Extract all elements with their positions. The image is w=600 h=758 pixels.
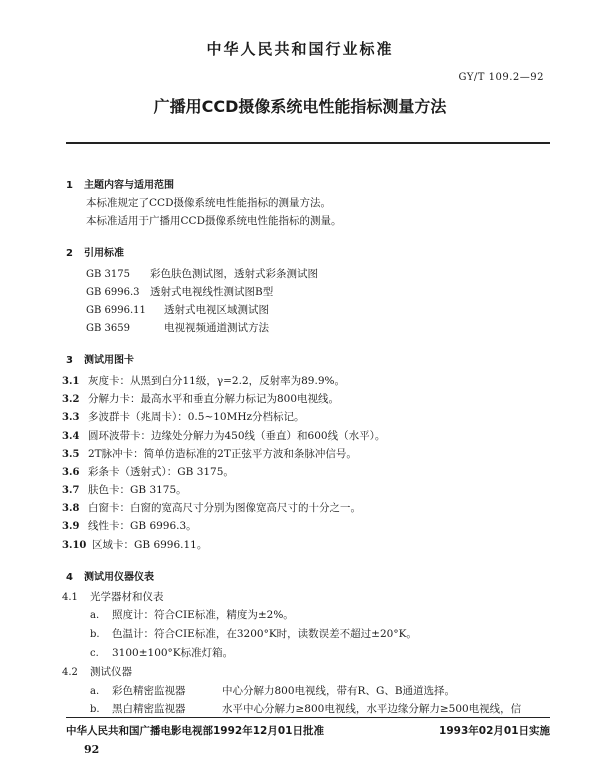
section-number: 4: [66, 572, 73, 583]
standard-category: 中华人民共和国行业标准: [206, 40, 394, 58]
item-number: 3.8: [62, 503, 80, 514]
subsection-4-2: [62, 664, 132, 679]
subsection-title: 光学器材和仪表: [90, 591, 164, 603]
item-text: 多波群卡（兆周卡）：0.5~10MHz分档标记。: [88, 411, 305, 423]
section-number: 3: [66, 355, 73, 366]
item-text: 灰度卡：从黑到白分11级，γ=2.2，反射率为89.9%。: [88, 375, 345, 387]
list-item: [62, 428, 385, 443]
item-number: 3.5: [62, 449, 80, 460]
list-item: [62, 391, 339, 406]
title-rule: [66, 142, 550, 144]
reference-title: 电视视频通道测试方法: [164, 322, 269, 334]
item-name: 彩色精密监视器: [112, 685, 186, 697]
list-item: [90, 645, 233, 660]
section-number: 2: [66, 248, 73, 259]
item-text: 肤色卡：GB 3175。: [88, 484, 187, 496]
section-number: 1: [66, 180, 73, 191]
section-3-heading: [66, 351, 134, 366]
paragraph: 本标准规定了CCD摄像系统电性能指标的测量方法。: [86, 197, 331, 209]
reference-item: [86, 284, 273, 299]
reference-code: GB 3659: [86, 323, 130, 334]
list-item: [90, 701, 550, 716]
item-number: 3.9: [62, 521, 80, 532]
page-number: 92: [84, 743, 100, 756]
reference-item: [86, 266, 318, 281]
item-text: 照度计：符合CIE标准，精度为±2%。: [112, 609, 294, 621]
standard-code: GY/T 109.2—92: [458, 72, 544, 83]
list-item: [62, 373, 345, 388]
reference-item: [86, 320, 269, 335]
list-item: [90, 607, 294, 622]
section-1-heading: [66, 176, 174, 191]
reference-code: GB 3175: [86, 269, 130, 280]
item-number: 3.7: [62, 485, 80, 496]
list-item: [62, 500, 361, 515]
item-text: 分解力卡：最高水平和垂直分解力标记为800电视线。: [88, 393, 340, 405]
approval-date: 中华人民共和国广播电影电视部1992年12月01日批准: [66, 725, 324, 737]
reference-code: GB 6996.3: [86, 287, 140, 298]
section-title: 测试用仪器仪表: [84, 572, 154, 583]
section-2-heading: [66, 244, 124, 259]
item-label: a.: [90, 610, 100, 621]
list-item: [62, 518, 197, 533]
list-item: [62, 446, 357, 461]
list-item: [62, 409, 305, 424]
item-text: 3100±100°K标准灯箱。: [112, 647, 234, 659]
reference-item: [86, 302, 269, 317]
item-text: 彩条卡（透射式）：GB 3175。: [88, 466, 234, 478]
reference-title: 彩色肤色测试图，透射式彩条测试图: [150, 268, 318, 280]
section-title: 主题内容与适用范围: [84, 180, 174, 191]
list-item: [62, 537, 207, 552]
list-item: [62, 464, 234, 479]
section-title: 测试用图卡: [84, 355, 134, 366]
item-number: 3.1: [62, 376, 80, 387]
section-title: 引用标准: [84, 248, 124, 259]
section-4-heading: [66, 568, 154, 583]
implementation-date: 1993年02月01日实施: [439, 725, 550, 737]
item-number: 3.4: [62, 431, 80, 442]
reference-title: 透射式电视区域测试图: [164, 304, 269, 316]
footer-rule: [66, 717, 550, 718]
item-text: 色温计：符合CIE标准，在3200°K时，读数误差不超过±20°K。: [112, 628, 417, 640]
item-text: 2T脉冲卡：简单仿造标准的2T正弦平方波和条脉冲信号。: [88, 448, 357, 460]
subsection-4-1: [62, 589, 164, 604]
subsection-number: 4.2: [62, 667, 78, 678]
reference-title: 透射式电视线性测试图B型: [150, 286, 274, 298]
item-label: c.: [90, 648, 99, 659]
item-number: 3.2: [62, 394, 80, 405]
item-name: 黑白精密监视器: [112, 703, 186, 715]
list-item: [90, 626, 417, 641]
item-label: b.: [90, 704, 100, 715]
item-text: 中心分解力800电视线，带有R、G、B通道选择。: [222, 685, 456, 697]
list-item: [62, 482, 187, 497]
paragraph: 本标准适用于广播用CCD摄像系统电性能指标的测量。: [86, 215, 342, 227]
item-text: 线性卡：GB 6996.3。: [88, 520, 197, 532]
document-title: 广播用CCD摄像系统电性能指标测量方法: [153, 97, 447, 116]
item-text: 白窗卡：白窗的宽高尺寸分别为图像宽高尺寸的十分之一。: [88, 502, 361, 514]
subsection-number: 4.1: [62, 592, 78, 603]
reference-code: GB 6996.11: [86, 305, 146, 316]
item-label: a.: [90, 686, 100, 697]
list-item: [90, 683, 455, 698]
item-text: 圆环波带卡：边缘处分解力为450线（垂直）和600线（水平）。: [88, 430, 386, 442]
item-text: 区域卡：GB 6996.11。: [92, 539, 208, 551]
item-label: b.: [90, 629, 100, 640]
item-number: 3.3: [62, 412, 80, 423]
item-number: 3.6: [62, 467, 80, 478]
subsection-title: 测试仪器: [90, 666, 132, 678]
item-number: 3.10: [62, 540, 87, 551]
item-text: 水平中心分解力≥800电视线，水平边缘分解力≥500电视线，信: [222, 703, 522, 715]
